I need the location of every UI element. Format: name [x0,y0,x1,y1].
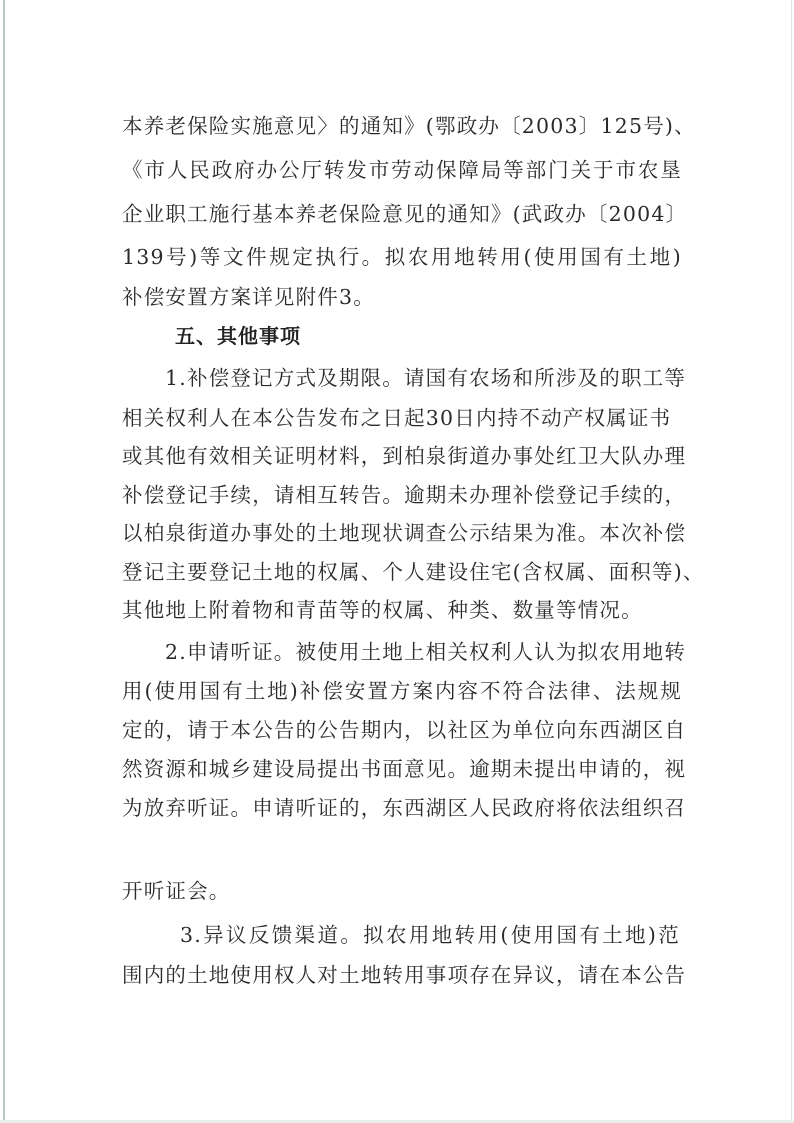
text-line: 以柏泉街道办事处的土地现状调查公示结果为准。本次补偿 [122,521,687,545]
text-line: 补偿安置方案详见附件3。 [122,285,375,309]
text-line: 本养老保险实施意见〉的通知》(鄂政办〔2003〕125号)、 [122,114,696,138]
text-line: 然资源和城乡建设局提出书面意见。逾期未提出申请的，视 [122,757,687,781]
section-heading: 五、其他事项 [175,324,301,348]
text-line: 定的，请于本公告的公告期内，以社区为单位向东西湖区自 [122,718,687,742]
text-line: 或其他有效相关证明材料，到柏泉街道办事处红卫大队办理 [122,444,687,468]
text-line: 《市人民政府办公厅转发市劳动保障局等部门关于市农垦 [122,158,682,182]
text-line: 登记主要登记土地的权属、个人建设住宅(含权属、面积等)、 [122,560,705,584]
text-line: 2.申请听证。被使用土地上相关权利人认为拟农用地转 [165,640,687,664]
text-line: 相关权利人在本公告发布之日起30日内持不动产权属证书 [122,406,672,430]
text-line: 为放弃听证。申请听证的，东西湖区人民政府将依法组织召 [122,796,687,820]
page-left-edge [3,0,5,1123]
text-line: 围内的土地使用权人对土地转用事项存在异议，请在本公告 [122,963,687,987]
text-line: 1.补偿登记方式及期限。请国有农场和所涉及的职工等 [165,366,687,390]
text-line: 企业职工施行基本养老保险意见的通知》(武政办〔2004〕 [122,202,688,226]
text-line: 其他地上附着物和青苗等的权属、种类、数量等情况。 [122,598,643,622]
text-line: 用(使用国有土地)补偿安置方案内容不符合法律、法规规 [122,679,682,703]
page-right-edge [791,0,792,1123]
text-line: 3.异议反馈渠道。拟农用地转用(使用国有土地)范 [180,923,680,947]
text-line: 补偿登记手续，请相互转告。逾期未办理补偿登记手续的， [122,483,687,507]
text-line: 开听证会。 [122,879,231,903]
text-line: 139号)等文件规定执行。拟农用地转用(使用国有土地) [122,245,682,269]
